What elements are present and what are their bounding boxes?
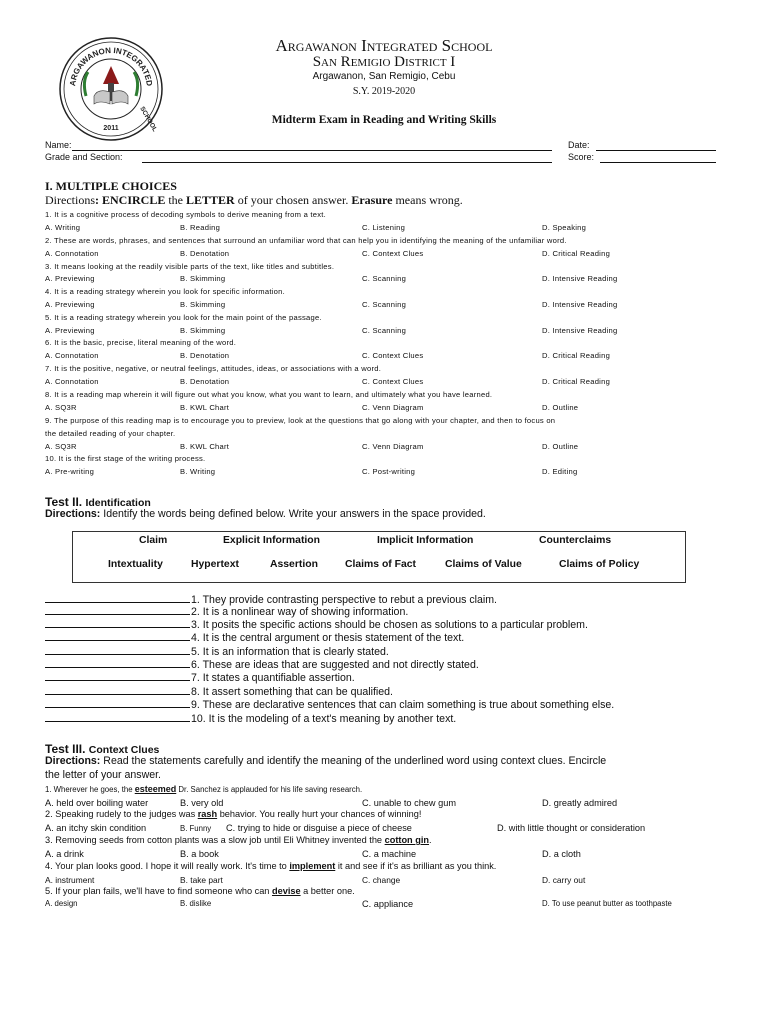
mcq-option-5a[interactable]: A. Previewing	[45, 326, 95, 335]
word-bank-item: Claims of Fact	[345, 559, 417, 570]
mcq-option-3a[interactable]: A. Previewing	[45, 274, 95, 283]
word-bank-item: Explicit Information	[223, 535, 320, 546]
mcq-option-6b[interactable]: B. Denotation	[180, 351, 230, 360]
mcq-question-2: 2. These are words, phrases, and sentences that surround an unfamiliar word that can help you in identifying the meaning of the unfamiliar word.	[45, 236, 567, 245]
word-bank-item: Assertion	[270, 559, 318, 570]
mcq-option-4b[interactable]: B. Skimming	[180, 300, 226, 309]
mcq-option-6c[interactable]: C. Context Clues	[362, 351, 424, 360]
answer-blank[interactable]	[45, 712, 190, 722]
word-bank-item: Implicit Information	[377, 535, 474, 546]
context-option-1c[interactable]: C. unable to chew gum	[362, 798, 456, 808]
context-question-3: 3. Removing seeds from cotton plants was a slow job until Eli Whitney invented the cotton gin.	[45, 835, 432, 845]
identification-item-6: 6. These are ideas that are suggested and not directly stated.	[45, 658, 479, 671]
identification-item-1: 1. They provide contrasting perspective to rebut a previous claim.	[45, 593, 497, 606]
school-year: S.Y. 2019-2020	[352, 86, 416, 97]
mcq-option-10c[interactable]: C. Post-writing	[362, 467, 416, 476]
mcq-option-9a[interactable]: A. SQ3R	[45, 442, 77, 451]
test3-title: Test III. Context Clues	[45, 742, 160, 756]
mcq-option-10d[interactable]: D. Editing	[542, 467, 578, 476]
mcq-option-2a[interactable]: A. Connotation	[45, 249, 99, 258]
answer-blank[interactable]	[45, 698, 190, 708]
mcq-option-7c[interactable]: C. Context Clues	[362, 377, 424, 386]
mcq-option-3d[interactable]: D. Intensive Reading	[542, 274, 618, 283]
mcq-question-6: 6. It is the basic, precise, literal meaning of the word.	[45, 338, 237, 347]
mcq-option-7d[interactable]: D. Critical Reading	[542, 377, 611, 386]
test2-title: Test II. Identification	[45, 495, 151, 509]
mcq-option-3b[interactable]: B. Skimming	[180, 274, 226, 283]
word-bank-item: Hypertext	[191, 559, 239, 570]
mcq-option-7b[interactable]: B. Denotation	[180, 377, 230, 386]
identification-item-2: 2. It is a nonlinear way of showing information.	[45, 605, 408, 618]
word-bank-item: Claim	[139, 535, 168, 546]
mcq-option-5c[interactable]: C. Scanning	[362, 326, 407, 335]
context-option-5d[interactable]: D. To use peanut butter as toothpaste	[542, 899, 672, 908]
mcq-option-4c[interactable]: C. Scanning	[362, 300, 407, 309]
date-label: Date:	[568, 140, 590, 150]
mcq-question-5: 5. It is a reading strategy wherein you look for the main point of the passage.	[45, 313, 322, 322]
context-question-2: 2. Speaking rudely to the judges was rash behavior. You really hurt your chances of winning!	[45, 809, 422, 819]
context-option-4d[interactable]: D. carry out	[542, 875, 586, 885]
mcq-option-5d[interactable]: D. Intensive Reading	[542, 326, 618, 335]
context-option-3c[interactable]: C. a machine	[362, 849, 417, 859]
school-name: Argawanon Integrated School	[275, 36, 493, 55]
mcq-option-9b[interactable]: B. KWL Chart	[180, 442, 230, 451]
name-label: Name:	[45, 140, 72, 150]
school-district: San Remigio District I	[312, 54, 456, 70]
answer-blank[interactable]	[45, 685, 190, 695]
answer-blank[interactable]	[45, 645, 190, 655]
identification-item-10: 10. It is the modeling of a text's meaning by another text.	[45, 712, 456, 725]
mcq-question-8: 8. It is a reading map wherein it will figure out what you know, what you want to learn, and ultimately what you have learned.	[45, 390, 493, 399]
logo-side-text: SCHOOL	[138, 105, 159, 134]
logo-year: 2011	[103, 125, 119, 132]
mcq-question-7: 7. It is the positive, negative, or neutral feelings, attitudes, ideas, or associations with a word.	[45, 364, 382, 373]
context-option-2b[interactable]: B. Funny	[180, 824, 212, 833]
identification-item-8: 8. It assert something that can be qualified.	[45, 685, 393, 698]
test1-title: I. MULTIPLE CHOICES	[45, 179, 177, 193]
identification-item-5: 5. It is an information that is clearly stated.	[45, 645, 389, 658]
score-field[interactable]	[600, 162, 716, 163]
context-option-4c[interactable]: C. change	[362, 875, 401, 885]
answer-blank[interactable]	[45, 671, 190, 681]
mcq-question-10: 10. It is the first stage of the writing process.	[45, 454, 206, 463]
context-option-2c[interactable]: C. trying to hide or disguise a piece of cheese	[226, 823, 412, 833]
context-option-4b[interactable]: B. take part	[180, 875, 223, 885]
mcq-option-8b[interactable]: B. KWL Chart	[180, 403, 230, 412]
context-question-4: 4. Your plan looks good. I hope it will really work. It's time to implement it and see if it's as brilliant as you think.	[45, 861, 497, 871]
mcq-option-2d[interactable]: D. Critical Reading	[542, 249, 611, 258]
mcq-option-8c[interactable]: C. Venn Diagram	[362, 403, 424, 412]
answer-blank[interactable]	[45, 605, 190, 615]
context-option-5a[interactable]: A. design	[45, 899, 78, 908]
mcq-option-10b[interactable]: B. Writing	[180, 467, 216, 476]
date-field[interactable]	[596, 150, 716, 151]
mcq-option-7a[interactable]: A. Connotation	[45, 377, 99, 386]
context-option-3a[interactable]: A. a drink	[45, 849, 84, 859]
test3-directions: Directions: Read the statements carefully and identify the meaning of the underlined word using context clues. Encircle	[45, 755, 607, 767]
context-option-4a[interactable]: A. instrument	[45, 875, 95, 885]
context-option-5b[interactable]: B. dislike	[180, 899, 212, 908]
name-field[interactable]	[72, 150, 552, 151]
answer-blank[interactable]	[45, 631, 190, 641]
answer-blank[interactable]	[45, 658, 190, 668]
mcq-option-2c[interactable]: C. Context Clues	[362, 249, 424, 258]
answer-blank[interactable]	[45, 593, 190, 603]
word-bank-box	[72, 531, 686, 583]
identification-item-4: 4. It is the central argument or thesis statement of the text.	[45, 631, 464, 644]
mcq-option-6a[interactable]: A. Connotation	[45, 351, 99, 360]
word-bank-item: Claims of Policy	[559, 559, 640, 570]
mcq-option-9d[interactable]: D. Outline	[542, 442, 579, 451]
context-option-1b[interactable]: B. very old	[180, 798, 224, 808]
context-question-1: 1. Wherever he goes, the esteemed Dr. Sanchez is applauded for his life saving research.	[45, 784, 363, 794]
mcq-question-9: 9. The purpose of this reading map is to encourage you to preview, look at the questions that go along with your chapter, and then to focus on	[45, 416, 556, 425]
mcq-question-4: 4. It is a reading strategy wherein you look for specific information.	[45, 287, 285, 296]
answer-blank[interactable]	[45, 618, 190, 628]
mcq-option-4a[interactable]: A. Previewing	[45, 300, 95, 309]
test1-directions: Directions: ENCIRCLE the LETTER of your chosen answer. Erasure means wrong.	[45, 193, 463, 207]
mcq-option-9c[interactable]: C. Venn Diagram	[362, 442, 424, 451]
exam-title: Midterm Exam in Reading and Writing Skills	[271, 114, 497, 126]
mcq-option-8d[interactable]: D. Outline	[542, 403, 579, 412]
mcq-option-1d[interactable]: D. Speaking	[542, 223, 587, 232]
mcq-option-4d[interactable]: D. Intensive Reading	[542, 300, 618, 309]
context-option-5c[interactable]: C. appliance	[362, 899, 414, 909]
identification-item-9: 9. These are declarative sentences that can claim something is true about something else.	[45, 698, 614, 711]
context-option-1d[interactable]: D. greatly admired	[542, 798, 618, 808]
context-option-3b[interactable]: B. a book	[180, 849, 219, 859]
grade-label: Grade and Section:	[45, 152, 123, 162]
mcq-question-3: 3. It means looking at the readily visible parts of the text, like titles and subtitles.	[45, 262, 335, 271]
word-bank-item: Claims of Value	[445, 559, 522, 570]
grade-section-field[interactable]	[142, 162, 552, 163]
identification-item-3: 3. It posits the specific actions should be chosen as solutions to a particular problem.	[45, 618, 588, 631]
mcq-question-1: 1. It is a cognitive process of decoding symbols to derive meaning from a text.	[45, 210, 327, 219]
mcq-option-2b[interactable]: B. Denotation	[180, 249, 230, 258]
mcq-option-10a[interactable]: A. Pre-writing	[45, 467, 95, 476]
score-label: Score:	[568, 152, 595, 162]
mcq-option-1a[interactable]: A. Writing	[45, 223, 81, 232]
mcq-option-3c[interactable]: C. Scanning	[362, 274, 407, 283]
word-bank-item: Intextuality	[108, 559, 163, 570]
school-address: Argawanon, San Remigio, Cebu	[312, 71, 456, 82]
mcq-option-5b[interactable]: B. Skimming	[180, 326, 226, 335]
mcq-question-9-cont: the detailed reading of your chapter.	[45, 429, 176, 438]
logo-top-text: ARGAWANON INTEGRATED	[68, 45, 154, 87]
context-option-1a[interactable]: A. held over boiling water	[45, 798, 149, 808]
context-option-3d[interactable]: D. a cloth	[542, 849, 581, 859]
test3-directions-cont: the letter of your answer.	[45, 769, 162, 781]
word-bank-item: Counterclaims	[539, 535, 612, 546]
context-question-5: 5. If your plan fails, we'll have to find someone who can devise a better one.	[45, 886, 355, 896]
mcq-option-1b[interactable]: B. Reading	[180, 223, 221, 232]
mcq-option-6d[interactable]: D. Critical Reading	[542, 351, 611, 360]
mcq-option-1c[interactable]: C. Listening	[362, 223, 406, 232]
identification-item-7: 7. It states a quantifiable assertion.	[45, 671, 355, 684]
test2-directions: Directions: Identify the words being defined below. Write your answers in the space provided.	[45, 508, 486, 520]
mcq-option-8a[interactable]: A. SQ3R	[45, 403, 77, 412]
context-option-2d[interactable]: D. with little thought or consideration	[497, 823, 646, 833]
context-option-2a[interactable]: A. an itchy skin condition	[45, 823, 147, 833]
